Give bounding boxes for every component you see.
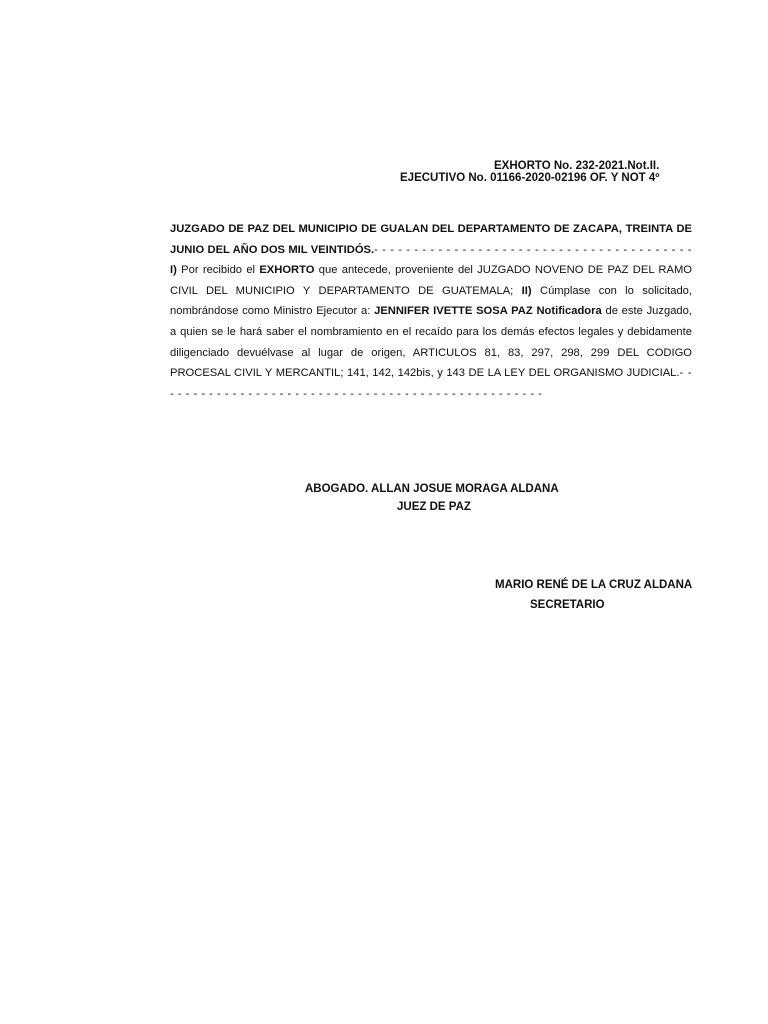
executor-name: JENNIFER IVETTE SOSA PAZ Notificadora [374,305,602,318]
ejecutivo-reference: EJECUTIVO No. 01166-2020-02196 OF. Y NOT 4º [400,172,660,184]
secretary-title: SECRETARIO [530,599,605,611]
clause-text: de este Juzgado, a quien se le hará saber el nombramiento en el recaído para los demás efectos legales y debidamente diligenciado devuélvase al lugar de origen, ARTICULOS 81, 83, 297, 298, 299 DEL CODIGO PROCESAL CIVIL Y MERCANTIL; 141, 142, 142bis, y 143 DE LA LEY DEL ORGANISMO JUDICIAL. [170,305,692,380]
exhorto-term: EXHORTO [259,264,315,277]
judge-title: JUEZ DE PAZ [397,501,471,513]
clause-text: que antecede, proveniente del JUZGADO NOVENO DE PAZ DEL RAMO CIVIL DEL MUNICIPIO Y DEPARTAMENTO DE GUATEMALA; [170,264,692,297]
resolution-body [170,219,692,404]
court-heading: JUZGADO DE PAZ DEL MUNICIPIO DE GUALAN DEL DEPARTAMENTO DE ZACAPA, TREINTA DE JUNIO DEL AÑO DOS MIL VEINTIDÓS. [170,223,692,256]
exhorto-reference: EXHORTO No. 232-2021.Not.II. [494,160,660,172]
filler-dashes: - - - - - - - - - - - - - - - - - - - - - - - - - - - - - - - - - - - - - - - - [374,243,692,256]
clause-marker-1: I) [170,264,177,277]
clause-text: Cúmplase con lo solicitado, nombrándose como Ministro Ejecutor a: [170,284,693,318]
filler-dashes: - - - - - - - - - - - - - - - - - - - - - - - - - - - - - - - - - - - - - - - - - - - - - - - - - - [170,367,692,400]
clause-text: Por recibido el [176,264,260,277]
secretary-name: MARIO RENÉ DE LA CRUZ ALDANA [495,579,693,591]
resolution-paragraph [170,219,692,404]
judge-name: ABOGADO. ALLAN JOSUE MORAGA ALDANA [305,483,559,495]
clause-marker-2: II) [521,284,532,297]
